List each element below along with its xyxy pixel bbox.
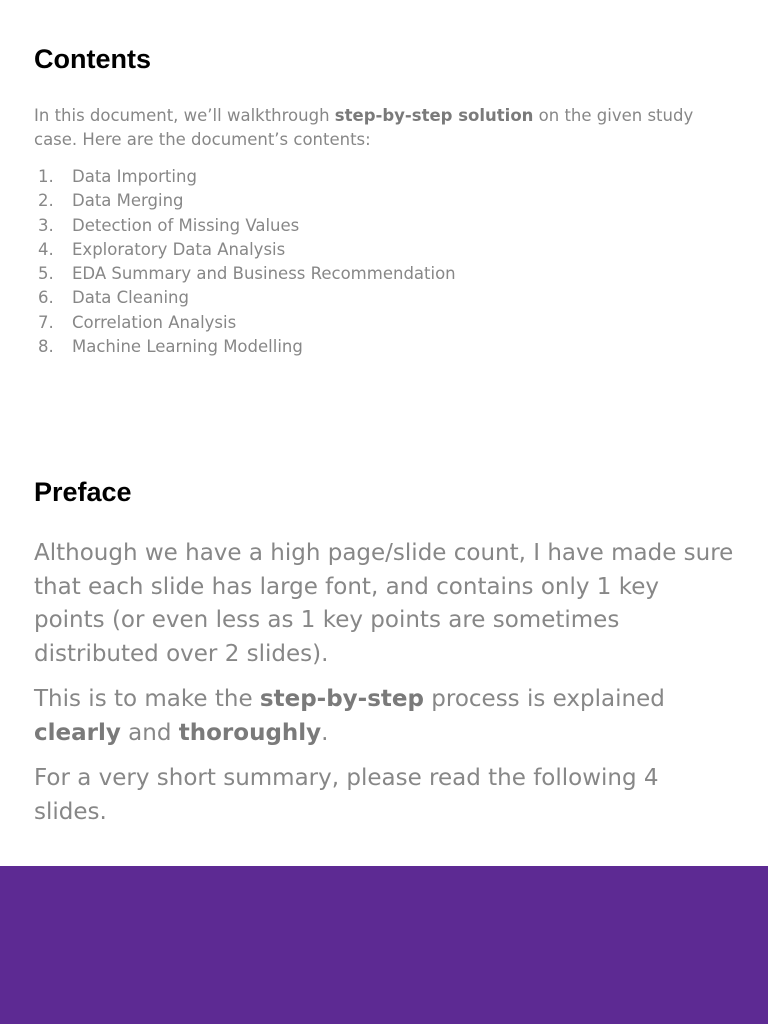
- list-item-number: 8.: [38, 337, 54, 357]
- contents-list-item: [34, 286, 456, 310]
- list-item-number: 5.: [38, 264, 54, 284]
- contents-list-item: [34, 335, 456, 359]
- list-item-number: 7.: [38, 312, 54, 332]
- preface-body: [34, 537, 734, 841]
- contents-list-item: [34, 189, 456, 213]
- list-item-label: Machine Learning Modelling: [72, 337, 303, 357]
- list-item-label: EDA Summary and Business Recommendation: [72, 264, 456, 284]
- preface-paragraph-1: Although we have a high page/slide count, I have made sure that each slide has large font, and contains only 1 key points (or even less as 1 key points are sometimes distributed over 2 slides).: [34, 540, 734, 667]
- contents-list-item: [34, 262, 456, 286]
- footer-band: [0, 866, 768, 1024]
- paragraph-2-text: .: [321, 719, 329, 746]
- contents-list-item: [34, 311, 456, 335]
- intro-text-after: on the given study case. Here are the document’s contents:: [34, 106, 694, 149]
- paragraph-2-bold-thoroughly: thoroughly: [178, 719, 322, 746]
- list-item-label: Exploratory Data Analysis: [72, 239, 286, 259]
- list-item-number: 3.: [38, 215, 54, 235]
- list-item-label: Correlation Analysis: [72, 312, 237, 332]
- list-item-label: Data Importing: [72, 167, 197, 186]
- contents-intro: [34, 104, 734, 152]
- list-item-label: Detection of Missing Values: [72, 215, 300, 235]
- paragraph-2-bold-clearly: clearly: [34, 719, 121, 746]
- contents-list-item: [34, 165, 456, 189]
- preface-paragraph-3: For a very short summary, please read the following 4 slides.: [34, 765, 659, 825]
- contents-list-item: [34, 214, 456, 238]
- preface-paragraph-2: [34, 683, 734, 750]
- contents-list: [34, 165, 456, 359]
- paragraph-2-bold-step-by-step: step-by-step: [259, 686, 424, 712]
- list-item-label: Data Cleaning: [72, 288, 189, 308]
- list-item-number: 2.: [38, 191, 54, 211]
- list-item-number: 1.: [38, 167, 54, 186]
- contents-list-item: [34, 238, 456, 262]
- contents-heading: Contents: [34, 44, 151, 74]
- paragraph-2-text: and: [120, 719, 179, 746]
- list-item-number: 6.: [38, 288, 54, 308]
- intro-text-before: In this document, we’ll walkthrough: [34, 106, 335, 125]
- intro-text-bold: step-by-step solution: [334, 106, 534, 125]
- paragraph-2-text: process is explained: [423, 686, 665, 712]
- list-item-label: Data Merging: [72, 191, 184, 211]
- preface-heading: Preface: [34, 477, 132, 507]
- paragraph-2-text: This is to make the: [34, 686, 260, 712]
- list-item-number: 4.: [38, 239, 54, 259]
